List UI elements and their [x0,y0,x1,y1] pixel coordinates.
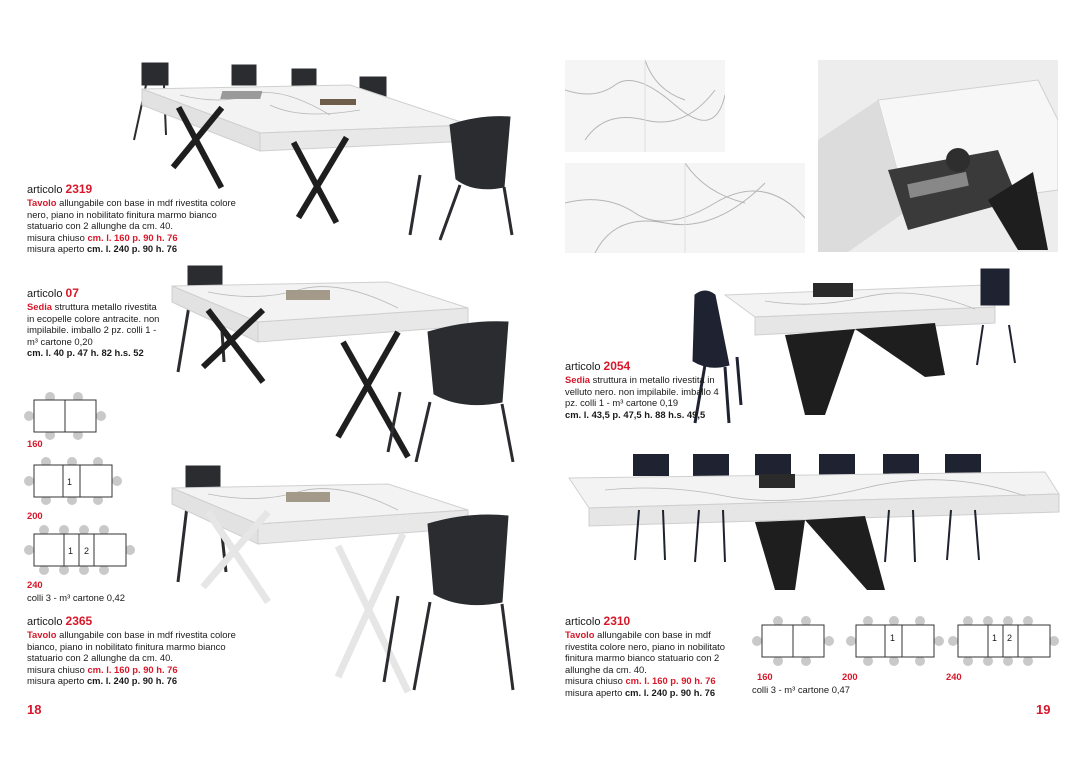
article-2319-lead: Tavolo [27,197,57,208]
article-2365-text: allungabile con base in mdf rivestita colore bianco, piano in nobilitato finitura marmo bianco statuario con 2 allunghe da cm. 40. [27,629,236,664]
article-07-dims: cm. l. 40 p. 47 h. 82 h.s. 52 [27,347,144,359]
right-page [540,0,1080,764]
article-2310-title: articolo 2310 [565,614,631,628]
article-2365-title: articolo 2365 [27,614,93,628]
extension-mark-240a-left: 1 [68,546,74,556]
article-2319-closed: cm. l. 160 p. 90 h. 76 [87,231,178,243]
colli-right: colli 3 - m³ cartone 0,47 [752,684,850,695]
article-2054-title: articolo 2054 [565,359,631,373]
size-240-label-right: 240 [946,671,962,682]
article-2054-lead: Sedia [565,374,591,385]
size-200-label-right: 200 [842,671,858,682]
article-2310-desc: articolo 2310 Tavolo allungabile con base in mdf rivestita colore nero, piano in nobilitato finitura marmo bianco statuario con 2 allunghe da cm. 40. misura chiuso cm. l. 160 p. 90 h. 76 misura aperto cm. l. 240 p. 90 h. 76 [565,614,745,699]
article-07-title: articolo 07 [27,286,79,300]
colli-left: colli 3 - m³ cartone 0,42 [27,592,125,603]
article-2310-open: cm. l. 240 p. 90 h. 76 [624,686,716,698]
article-2365-lead: Tavolo [27,629,57,640]
extension-mark-200-left: 1 [67,477,73,487]
extension-mark-200-right: 1 [890,633,896,643]
article-2319-text: allungabile con base in mdf rivestita colore nero, piano in nobilitato finitura marmo bianco statuario con 2 allunghe da cm. 40. [27,197,236,232]
size-200-label-left: 200 [27,510,43,521]
photo-chair-2054 [685,265,1055,425]
extension-mark-240b-left: 2 [84,546,90,556]
marble-swatch-top [565,60,725,152]
article-2310-text: allungabile con base in mdf rivestita colore nero, piano in nobilitato finitura marmo bianco statuario con 2 allunghe da cm. 40. [565,629,725,675]
size-240-label-left: 240 [27,579,43,590]
photo-table-2310 [565,450,1060,600]
extension-mark-240b-right: 2 [1007,633,1013,643]
extension-mark-240a-right: 1 [992,633,998,643]
article-2054-desc [565,359,725,420]
article-2310-lead: Tavolo [565,629,595,640]
article-2365-desc: articolo 2365 Tavolo allungabile con base in mdf rivestita colore bianco, piano in nobilitato finitura marmo bianco statuario con 2 allunghe da cm. 40. misura chiuso cm. l. 160 p. 90 h. 76 misura aperto cm. l. 240 p. 90 h. 76 [27,614,236,687]
photo-extension-detail [818,60,1058,252]
article-2310-closed: cm. l. 160 p. 90 h. 76 [625,675,716,687]
size-160-label-right: 160 [757,671,773,682]
page-number-left: 18 [27,702,42,717]
page-number-right: 19 [1036,702,1051,717]
article-2365-open: cm. l. 240 p. 90 h. 76 [86,675,178,687]
article-2054-dims: cm. l. 43,5 p. 47,5 h. 88 h.s. 49,5 [565,408,706,420]
size-diagram-160-left [22,390,112,442]
size-diagram-240-right [946,614,1064,668]
size-diagram-160-right [750,614,840,668]
size-diagram-200-right [844,614,948,668]
size-diagram-200-left [22,455,126,507]
photo-chair-07 [168,262,528,462]
article-2319-title: articolo 2319 [27,182,93,196]
article-07-text: struttura metallo rivestita in ecopelle colore antracite. non impilabile. imballo 2 pz. colli 1 - m³ cartone 0,20 [27,301,160,347]
article-2319-desc: articolo 2319 Tavolo allungabile con base in mdf rivestita colore nero, piano in nobilitato finitura marmo bianco statuario con 2 allunghe da cm. 40. misura chiuso cm. l. 160 p. 90 h. 76 misura aperto cm. l. 240 p. 90 h. 76 [27,182,236,255]
article-2365-closed: cm. l. 160 p. 90 h. 76 [87,663,178,675]
size-160-label-left: 160 [27,438,43,449]
article-07-desc [27,286,162,359]
article-2319-open: cm. l. 240 p. 90 h. 76 [86,243,178,255]
article-07-lead: Sedia [27,301,53,312]
marble-swatch-bottom [565,163,805,253]
size-diagram-240-left [22,523,140,577]
article-2054-text: struttura in metallo rivestita in velluto nero. non impilabile. imballo 4 pz. colli 1 - m³ cartone 0,19 [565,374,719,409]
